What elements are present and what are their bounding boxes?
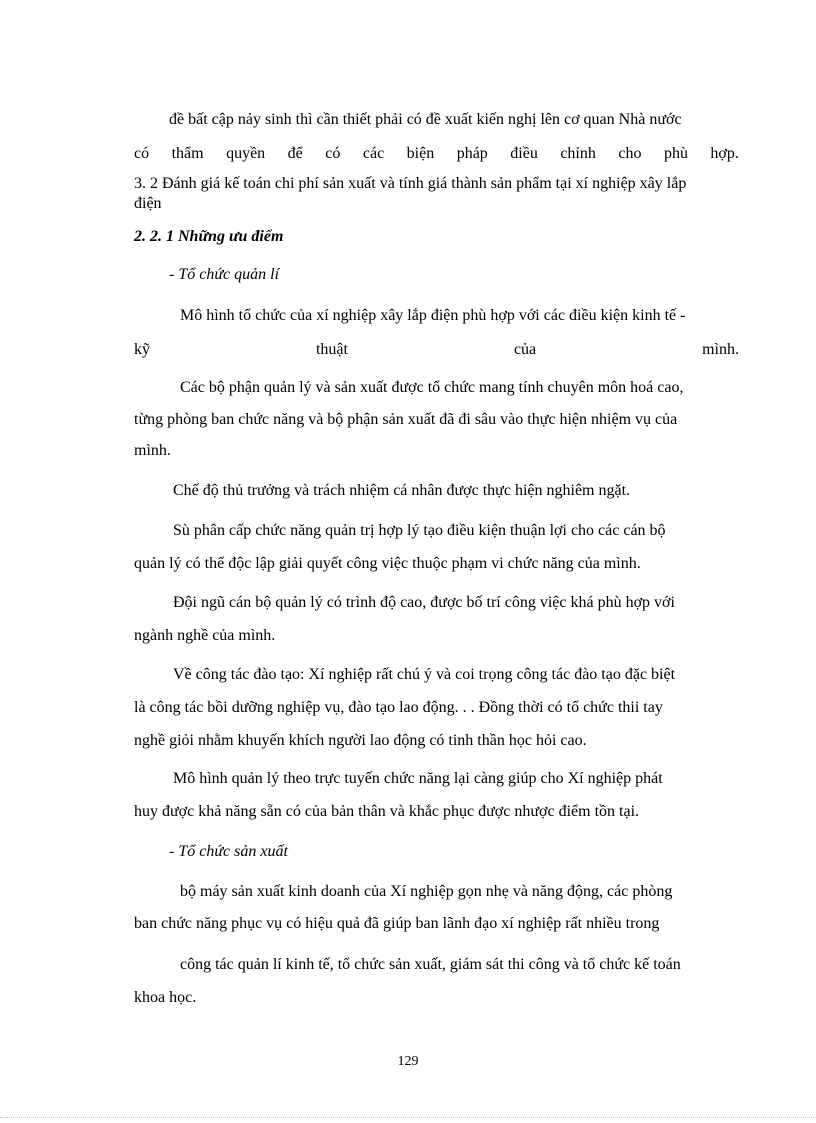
- paragraph-line: từng phòng ban chức năng và bộ phận sản xuất đã đi sâu vào thực hiện nhiệm vụ của: [134, 411, 678, 428]
- word: để: [287, 145, 303, 162]
- page-bottom-border: [0, 1117, 816, 1118]
- word: quyền: [226, 145, 266, 162]
- section-title-continued: điện: [134, 195, 162, 212]
- word: mình.: [702, 341, 739, 358]
- subheading-production: - Tổ chức sản xuất: [169, 843, 288, 860]
- word: chỉnh: [560, 145, 596, 162]
- word: cho: [618, 145, 642, 162]
- word: kỹ: [134, 341, 150, 358]
- paragraph-line: nghề giỏi nhằm khuyến khích người lao động có tinh thần học hỏi cao.: [134, 732, 587, 749]
- subsection-heading: 2. 2. 1 Những ưu điểm: [134, 228, 284, 245]
- justified-line: [134, 144, 739, 164]
- page-number: 129: [397, 1054, 419, 1069]
- word: thuật: [315, 341, 348, 358]
- word: các: [362, 145, 385, 162]
- paragraph-line: huy được khả năng sẵn có của bản thân và khắc phục được nhược điểm tồn tại.: [134, 803, 640, 820]
- paragraph-line: đề bất cập nảy sinh thì cần thiết phải có đề xuất kiến nghị lên cơ quan Nhà nước: [169, 111, 682, 128]
- paragraph-line: bộ máy sản xuất kinh doanh của Xí nghiệp gọn nhẹ và năng động, các phòng: [180, 883, 673, 900]
- paragraph-line: Về công tác đào tạo: Xí nghiệp rất chú ý và coi trọng công tác đào tạo đặc biệt: [173, 666, 676, 683]
- paragraph-line: Các bộ phận quản lý và sản xuất được tổ chức mang tính chuyên môn hoá cao,: [180, 379, 684, 396]
- word: biện: [406, 145, 435, 162]
- word: hợp.: [710, 145, 739, 162]
- word: có: [325, 145, 341, 162]
- paragraph-line: Chế độ thủ trưởng và trách nhiệm cá nhân được thực hiện nghiêm ngặt.: [173, 482, 631, 499]
- paragraph-line: Mô hình tổ chức của xí nghiệp xây lắp điện phù hợp với các điều kiện kinh tế -: [180, 307, 686, 324]
- justified-line: [134, 340, 739, 360]
- paragraph-line: Đội ngũ cán bộ quản lý có trình độ cao, được bố trí công việc khá phù hợp với: [173, 594, 675, 611]
- word: phù: [663, 145, 688, 162]
- subheading-management: - Tổ chức quản lí: [169, 266, 280, 283]
- paragraph-line: là công tác bồi dưỡng nghiệp vụ, đào tạo lao động. . . Đồng thời có tổ chức thii tay: [134, 699, 663, 716]
- paragraph-line: công tác quản lí kinh tế, tổ chức sản xuất, giám sát thi công và tổ chức kế toán: [180, 956, 681, 973]
- word: pháp: [456, 145, 488, 162]
- paragraph-line: Mô hình quản lý theo trực tuyến chức năng lại càng giúp cho Xí nghiệp phát: [173, 770, 663, 787]
- paragraph-line: khoa học.: [134, 989, 197, 1006]
- paragraph-line: Sù phân cấp chức năng quản trị hợp lý tạo điều kiện thuận lợi cho các cán bộ: [173, 522, 666, 539]
- paragraph-line: ngành nghề của mình.: [134, 627, 276, 644]
- word: thẩm: [171, 145, 204, 162]
- section-title: 3. 2 Đánh giá kế toán chi phí sản xuất và tính giá thành sản phẩm tại xí nghiệp xây lắp: [134, 175, 687, 192]
- paragraph-line: ban chức năng phục vụ có hiệu quả đã giúp ban lãnh đạo xí nghiệp rất nhiều trong: [134, 915, 660, 932]
- word: điều: [510, 145, 538, 162]
- paragraph-line: mình.: [134, 442, 171, 459]
- word: của: [513, 341, 537, 358]
- word: có: [134, 145, 150, 162]
- paragraph-line: quản lý có thể độc lập giải quyết công việc thuộc phạm vi chức năng của mình.: [134, 555, 641, 572]
